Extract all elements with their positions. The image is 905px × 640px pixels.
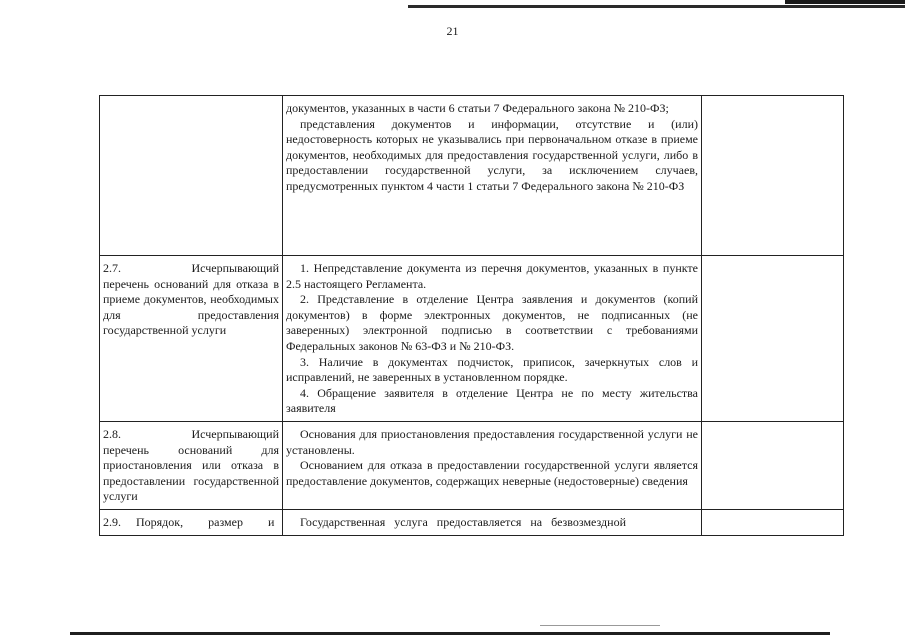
row-note-cell [702,256,844,422]
row-label-cell [100,421,283,509]
row-name: Исчерпывающий перечень оснований для приостановления или отказа в предоставлении государственной услуги [103,426,279,504]
row-content-cell [283,421,702,509]
paragraph: документов, указанных в части 6 статьи 7 Федерального закона № 210-ФЗ; [286,101,669,115]
row-label-cell [100,509,283,535]
row-name: Порядок, размер и [136,514,275,529]
scan-edge-top-dark [785,0,905,4]
table-row [100,256,844,422]
paragraph: 1. Непредставление документа из перечня документов, указанных в пункте 2.5 настоящего Регламента. [286,261,698,291]
row-name: Исчерпывающий перечень оснований для отказа в приеме документов, необходимых для предоставления государственной услуги [103,261,279,338]
row-note-cell [702,96,844,256]
paragraph: Государственная услуга предоставляется на безвозмездной [300,514,626,529]
row-content-cell [283,96,702,256]
scan-edge-bottom [70,632,830,635]
table-row [100,96,844,256]
page-number: 21 [446,24,459,38]
row-note-cell [702,509,844,535]
paragraph: 3. Наличие в документах подчисток, приписок, зачеркнутых слов и исправлений, не заверенных в установленном порядке. [286,354,698,385]
row-note-cell [702,421,844,509]
scan-edge-bottom-faint [540,625,660,626]
paragraph: Основанием для отказа в предоставлении государственной услуги является предоставление документов, содержащих неверные (недостоверные) сведения [286,458,698,488]
row-label-cell [100,96,283,256]
row-number: 2.8. [103,426,121,441]
paragraph: Основания для приостановления предоставления государственной услуги не установлены. [286,426,698,457]
paragraph: представления документов и информации, отсутствие и (или) недостоверность которых не указывались при первоначальном отказе в приеме документов, необходимых для предоставления государственной услуги, либо в предоставлении государственной услуги, за исключением случаев, предусмотренных пунктом 4 части 1 статьи 7 Федерального закона № 210-ФЗ [286,116,698,193]
row-content-cell [283,509,702,535]
row-number: 2.7. [103,261,121,275]
row-number: 2.9. [103,514,121,529]
paragraph: 4. Обращение заявителя в отделение Центра не по месту жительства заявителя [286,385,698,416]
row-content-cell [283,256,702,422]
paragraph: 2. Представление в отделение Центра заявления и документов (копий документов) в форме электронных документов, не подписанных (не заверенных) электронной подписью в соответствии с требованиями Федеральных законов № 63-ФЗ и № 210-ФЗ. [286,292,698,353]
table-row [100,509,844,535]
row-label-cell [100,256,283,422]
table-row [100,421,844,509]
regulation-table [99,95,844,536]
